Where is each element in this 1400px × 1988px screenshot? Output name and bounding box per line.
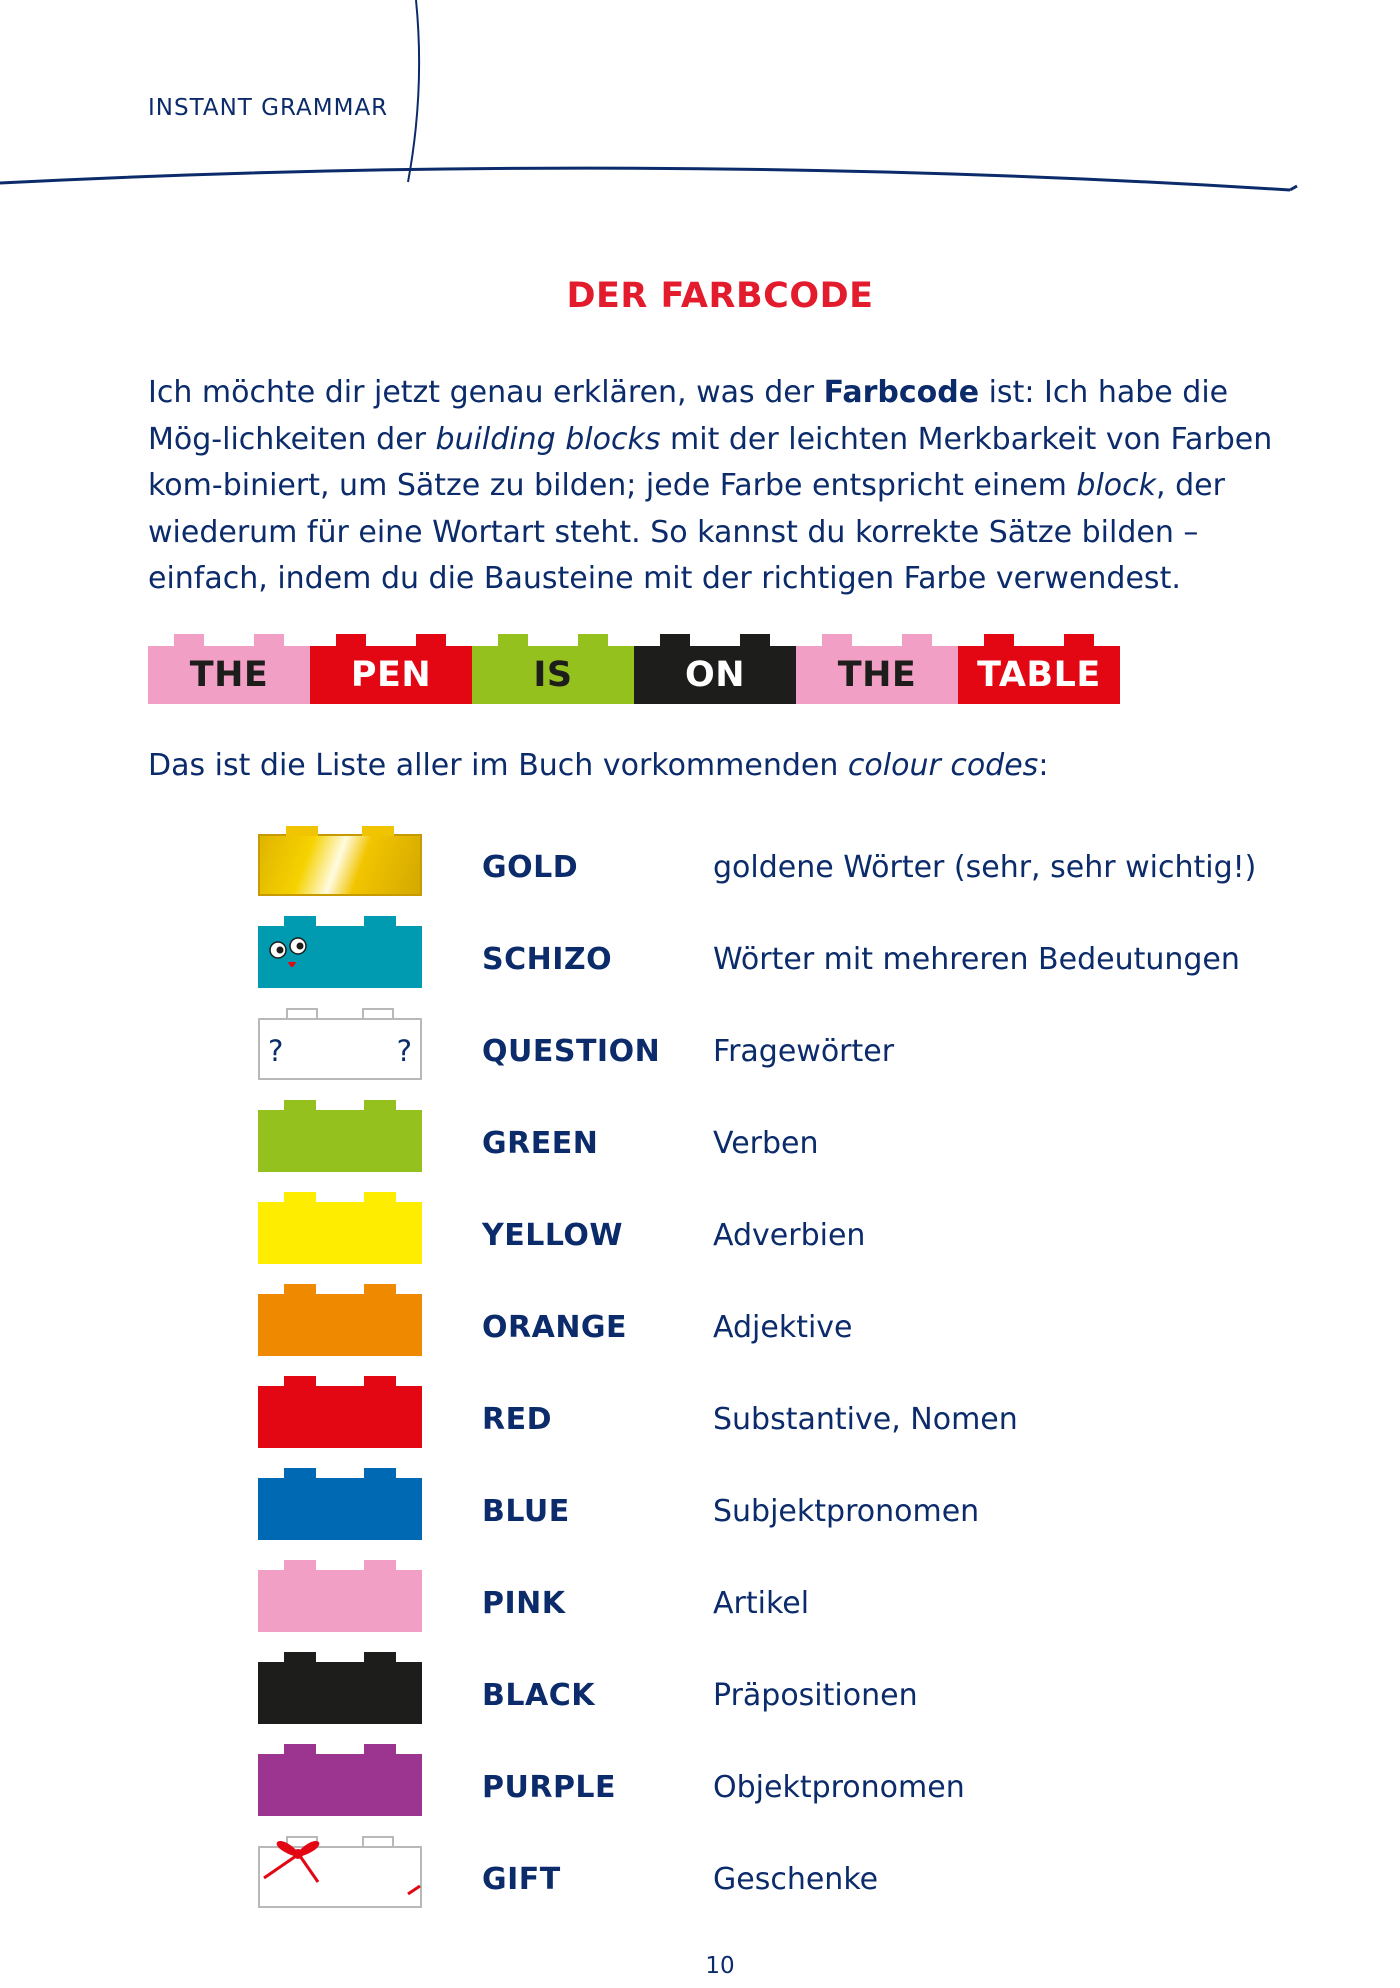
colour-code-description: Geschenke <box>713 1862 879 1897</box>
purple-brick-icon <box>258 1754 422 1816</box>
intro-text: Ich möchte dir jetzt genau erklären, was der <box>148 375 824 410</box>
colour-code-row <box>0 1190 1400 1270</box>
colour-code-row <box>0 914 1400 994</box>
colour-code-name: BLUE <box>482 1494 570 1529</box>
colour-code-description: Adverbien <box>713 1218 866 1253</box>
black-brick-icon <box>258 1662 422 1724</box>
colour-code-name: ORANGE <box>482 1310 628 1345</box>
intro-text: , der wiederum für eine Wortart steht. So kannst du korrekte Sätze bilden – einfach, indem du die Bausteine mit der richtigen Farbe verwendest. <box>148 468 1225 596</box>
sentence-block: TABLE <box>958 646 1120 704</box>
colour-code-name: RED <box>482 1402 552 1437</box>
colour-code-description: Präpositionen <box>713 1678 918 1713</box>
colour-code-description: Artikel <box>713 1586 810 1621</box>
list-intro-text: Das ist die Liste aller im Buch vorkommenden <box>148 748 848 783</box>
colour-code-row <box>0 1098 1400 1178</box>
question-mark-icon: ? <box>396 1034 412 1068</box>
pink-brick-icon <box>258 1570 422 1632</box>
orange-brick-icon <box>258 1294 422 1356</box>
colour-code-row <box>0 1558 1400 1638</box>
gold-brick-icon <box>258 834 422 896</box>
sentence-block: THE <box>796 646 958 704</box>
colour-code-row <box>0 1374 1400 1454</box>
green-brick-icon <box>258 1110 422 1172</box>
schizo-face-brick-icon <box>258 926 422 988</box>
colour-code-name: GREEN <box>482 1126 599 1161</box>
list-intro-end: : <box>1038 748 1049 783</box>
sentence-block: THE <box>148 646 310 704</box>
list-intro-italic: colour codes <box>847 748 1039 783</box>
section-title: DER FARBCODE <box>566 276 874 316</box>
colour-code-row <box>0 1006 1400 1086</box>
colour-code-name: QUESTION <box>482 1034 661 1069</box>
intro-text: ist: Ich habe die Mög-lichkeiten der <box>148 375 1229 457</box>
blue-brick-icon <box>258 1478 422 1540</box>
sentence-block: PEN <box>310 646 472 704</box>
colour-code-row <box>0 1650 1400 1730</box>
colour-code-description: Subjektpronomen <box>713 1494 980 1529</box>
question-mark-icon: ? <box>268 1034 284 1068</box>
intro-paragraph <box>148 370 1298 603</box>
example-sentence-blocks <box>148 634 1120 704</box>
page-number: 10 <box>705 1953 735 1979</box>
colour-code-name: PINK <box>482 1586 566 1621</box>
colour-code-row <box>0 1282 1400 1362</box>
intro-text: mit der leichten Merkbarkeit von Farben kom-biniert, um Sätze zu bilden; jede Farbe entspricht einem <box>148 421 1273 503</box>
colour-code-description: Objektpronomen <box>713 1770 965 1805</box>
colour-code-name: GIFT <box>482 1862 561 1897</box>
colour-code-name: BLACK <box>482 1678 595 1713</box>
sentence-block: ON <box>634 646 796 704</box>
colour-code-row <box>0 1466 1400 1546</box>
list-intro <box>148 748 1048 783</box>
colour-code-name: YELLOW <box>482 1218 623 1253</box>
gift-ribbon-brick-icon <box>258 1846 422 1908</box>
colour-code-row <box>0 1834 1400 1914</box>
red-brick-icon <box>258 1386 422 1448</box>
colour-code-name: SCHIZO <box>482 942 613 977</box>
yellow-brick-icon <box>258 1202 422 1264</box>
colour-code-row <box>0 822 1400 902</box>
intro-italic-term: building blocks <box>435 421 661 457</box>
colour-code-description: Adjektive <box>713 1310 853 1345</box>
intro-italic-term: block <box>1076 468 1157 503</box>
colour-code-description: goldene Wörter (sehr, sehr wichtig!) <box>713 850 1257 885</box>
colour-code-description: Fragewörter <box>713 1034 895 1069</box>
colour-code-description: Verben <box>713 1126 819 1161</box>
colour-code-description: Substantive, Nomen <box>713 1402 1018 1437</box>
colour-code-row <box>0 1742 1400 1822</box>
intro-bold-term: Farbcode <box>823 375 980 410</box>
running-head: INSTANT GRAMMAR <box>148 95 389 121</box>
colour-code-name: GOLD <box>482 850 579 885</box>
colour-code-name: PURPLE <box>482 1770 617 1805</box>
question-brick-icon <box>258 1018 422 1080</box>
colour-code-description: Wörter mit mehreren Bedeutungen <box>713 942 1240 977</box>
sentence-block: IS <box>472 646 634 704</box>
